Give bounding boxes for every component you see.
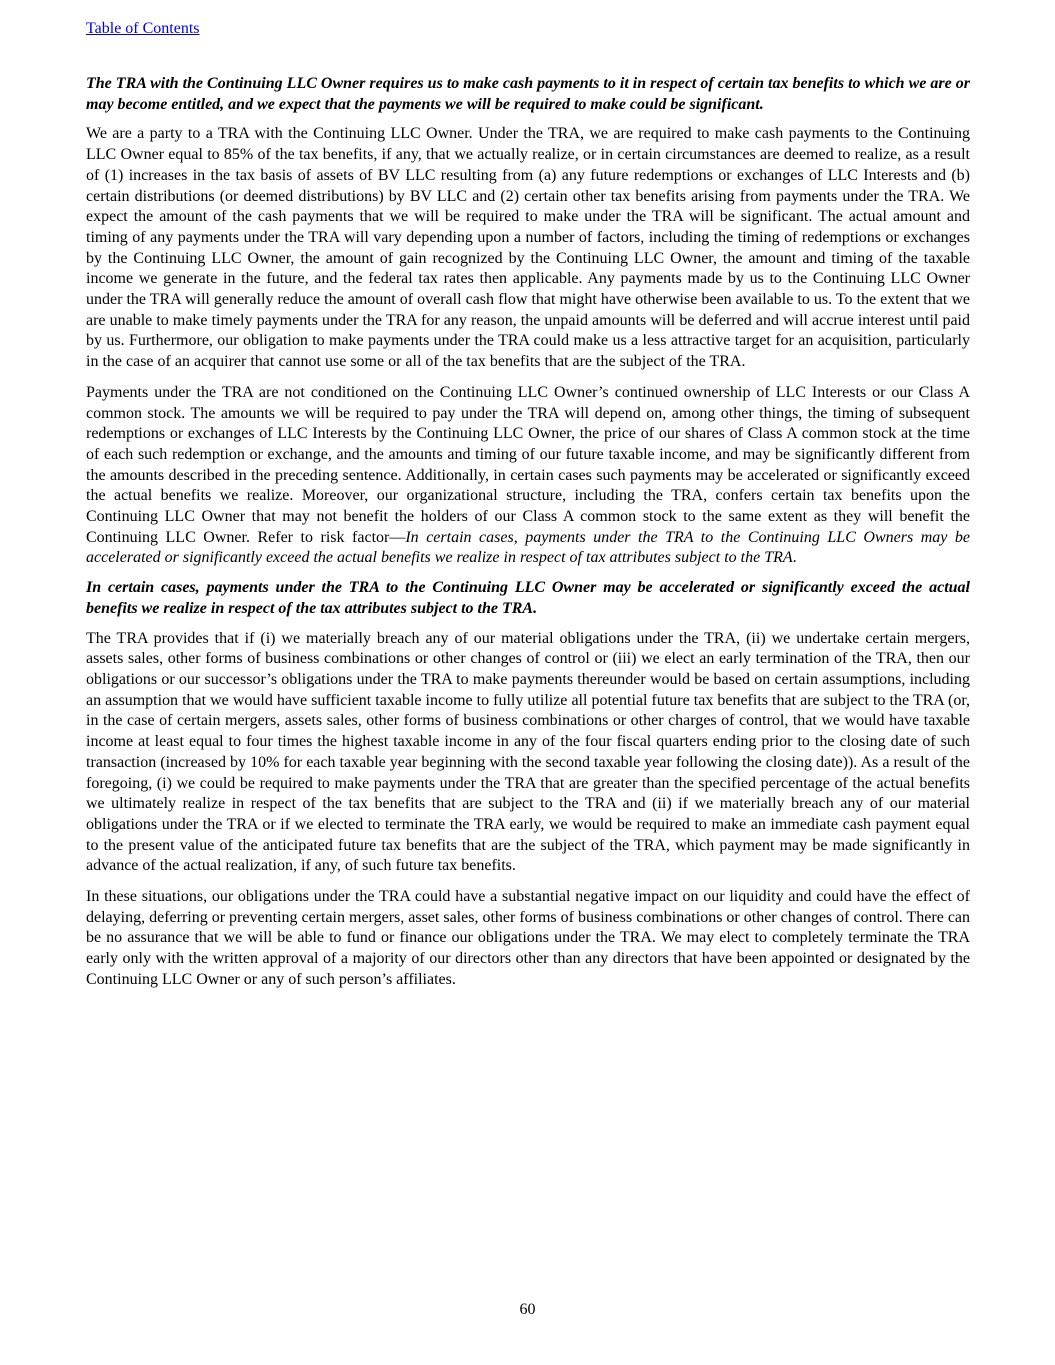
paragraph-tra-party: We are a party to a TRA with the Continuing LLC Owner. Under the TRA, we are required to make cash payments to the Continuing LLC Owner equal to 85% of the tax benefits, if any, that we actually realize, or in certain circumstances are deemed to realize, as a result of (1) increases in the tax basis of assets of BV LLC resulting from (a) any future redemptions or exchanges of LLC Interests and (b) certain distributions (or deemed distributions) by BV LLC and (2) certain other tax benefits arising from payments under the TRA. We expect the amount of the cash payments that we will be required to make under the TRA will be significant. The actual amount and timing of any payments under the TRA will vary depending upon a number of factors, including the timing of redemptions or exchanges by the Continuing LLC Owner, the amount of gain recognized by the Continuing LLC Owner, the amount and timing of the taxable income we generate in the future, and the federal tax rates then applicable. Any payments made by us to the Continuing LLC Owner under the TRA will generally reduce the amount of overall cash flow that might have otherwise been available to us. To the extent that we are unable to make timely payments under the TRA for any reason, the unpaid amounts will be deferred and will accrue interest until paid by us. Furthermore, our obligation to make payments under the TRA could make us a less attractive target for an acquisition, particularly in the case of an acquirer that cannot use some or all of the tax benefits that are the subject of the TRA.	[86, 125, 970, 371]
paragraph-payments-not-conditioned-text: Payments under the TRA are not conditioned on the Continuing LLC Owner’s continued ownership of LLC Interests or our Class A common stock. The amounts we will be required to pay under the TRA will depend on, among other things, the timing of subsequent redemptions or exchanges of LLC Interests by the Continuing LLC Owner, the price of our shares of Class A common stock at the time of each such redemption or exchange, and the amounts and timing of our future taxable income, and may be significantly different from the amounts described in the preceding sentence. Additionally, in certain cases such payments may be accelerated or significantly exceed the actual benefits we realize. Moreover, our organizational structure, including the TRA, confers certain tax benefits upon the Continuing LLC Owner that may not benefit the holders of our Class A common stock to the same extent as they will benefit the Continuing LLC Owner. Refer to risk factor—	[86, 383, 970, 546]
paragraph-payments-not-conditioned	[86, 383, 970, 569]
table-of-contents-link[interactable]: Table of Contents	[86, 20, 200, 37]
section-heading-accelerated-payments: In certain cases, payments under the TRA to the Continuing LLC Owner may be accelerated or significantly exceed the actual benefits we realize in respect of the tax attributes subject to the TRA.	[86, 579, 970, 617]
risk-factor-reference: In certain cases, payments under the TRA to the Continuing LLC Owners may be accelerated or significantly exceed the actual benefits we realize in respect of tax attributes subject to the TRA	[86, 528, 970, 567]
paragraph-tra-provides: The TRA provides that if (i) we materially breach any of our material obligations under the TRA, (ii) we undertake certain mergers, assets sales, other forms of business combinations or other changes of control or (iii) we elect an early termination of the TRA, then our obligations or our successor’s obligations under the TRA to make payments thereunder would be based on certain assumptions, including an assumption that we would have sufficient taxable income to fully utilize all potential future tax benefits that are subject to the TRA (or, in the case of certain mergers, assets sales, other forms of business combinations or other charges of control, that we would have taxable income at least equal to four times the highest taxable income in any of the four fiscal quarters ending prior to the closing date of such transaction (increased by 10% for each taxable year beginning with the second taxable year following the closing date)). As a result of the foregoing, (i) we could be required to make payments under the TRA that are greater than the specified percentage of the actual benefits we ultimately realize in respect of the tax benefits that are subject to the TRA and (ii) if we materially breach any of our material obligations under the TRA or if we elected to terminate the TRA early, we would be required to make an immediate cash payment equal to the present value of the anticipated future tax benefits that are the subject of the TRA, which payment may be made significantly in advance of the actual realization, if any, of such future tax benefits.	[86, 629, 970, 875]
page-number: 60	[519, 1301, 536, 1318]
paragraph-end-punctuation: .	[792, 549, 797, 567]
document-page	[86, 18, 970, 991]
section-heading-tra-payments: The TRA with the Continuing LLC Owner requires us to make cash payments to it in respect of certain tax benefits to which we are or may become entitled, and we expect that the payments we will be required to make could be significant.	[86, 75, 970, 113]
paragraph-these-situations: In these situations, our obligations under the TRA could have a substantial negative impact on our liquidity and could have the effect of delaying, deferring or preventing certain mergers, asset sales, other forms of business combinations or other changes of control. There can be no assurance that we will be able to fund or finance our obligations under the TRA. We may elect to completely terminate the TRA early only with the written approval of a majority of our directors other than any directors that have been appointed or designated by the Continuing LLC Owner or any of such person’s affiliates.	[86, 888, 971, 988]
